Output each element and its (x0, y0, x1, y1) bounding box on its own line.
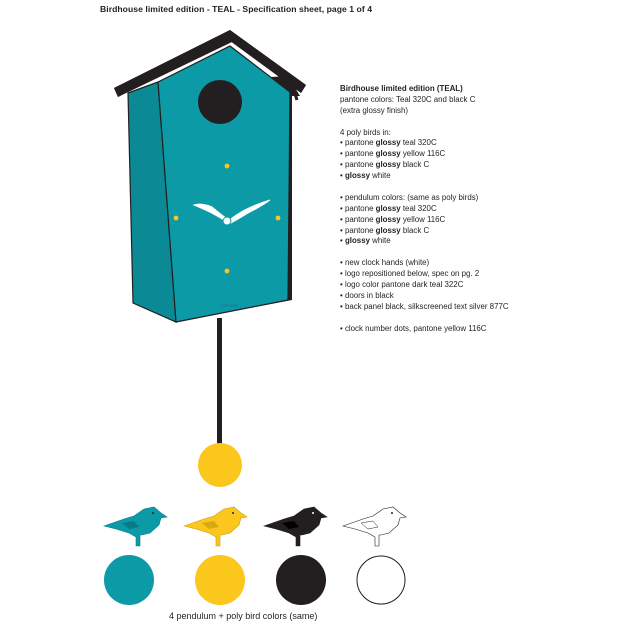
swatch-caption: 4 pendulum + poly bird colors (same) (169, 611, 318, 621)
bird-door (198, 80, 242, 124)
spec-note: • back panel black, silkscreened text silver 877C (340, 301, 509, 311)
clock-logo: KOO KOO (221, 304, 238, 308)
spec-poly-bird-item: • pantone glossy yellow 116C (340, 149, 446, 159)
bird-eye (152, 512, 154, 514)
pendulum-rod (217, 318, 222, 446)
spec-note: • logo repositioned below, spec on pg. 2 (340, 269, 480, 279)
spec-pantone-line: pantone colors: Teal 320C and black C (340, 94, 476, 104)
bird-eye (312, 512, 314, 514)
bird-eye (232, 512, 234, 514)
spec-poly-bird-item: • glossy white (340, 171, 391, 181)
spec-poly-birds-intro: 4 poly birds in: (340, 127, 391, 137)
spec-poly-bird-item: • pantone glossy teal 320C (340, 138, 437, 148)
spec-dots-note: • clock number dots, pantone yellow 116C (340, 323, 487, 333)
clock-hand-hub (223, 217, 231, 225)
swatch-white (357, 556, 405, 604)
page-title: Birdhouse limited edition - TEAL - Specification sheet, page 1 of 4 (100, 4, 373, 14)
specification-text (340, 84, 620, 334)
spec-finish-line: (extra glossy finish) (340, 105, 408, 115)
clock-dot-12 (225, 164, 230, 169)
spec-note: • logo color pantone dark teal 322C (340, 280, 464, 290)
spec-pendulum-item: • pantone glossy teal 320C (340, 203, 437, 213)
spec-heading: Birdhouse limited edition (TEAL) (340, 84, 463, 93)
swatch-yellow (195, 555, 245, 605)
spec-pendulum-item: • glossy white (340, 236, 391, 246)
swatch-black (276, 555, 326, 605)
clock-dot-9 (174, 216, 179, 221)
bird-eye (391, 512, 393, 514)
spec-pendulum-item: • pantone glossy yellow 116C (340, 214, 446, 224)
swatch-teal (104, 555, 154, 605)
poly-bird-white (343, 507, 406, 546)
spec-note: • doors in black (340, 290, 394, 300)
spec-pendulum-item: • pantone glossy black C (340, 225, 430, 235)
poly-bird-yellow (184, 507, 247, 546)
spec-note: • new clock hands (white) (340, 258, 430, 268)
spec-pendulum-intro: • pendulum colors: (same as poly birds) (340, 192, 479, 202)
poly-bird-teal (104, 507, 167, 546)
poly-bird-black (264, 507, 327, 546)
clock-dot-6 (225, 269, 230, 274)
bird-body (343, 507, 406, 546)
spec-poly-bird-item: • pantone glossy black C (340, 160, 430, 170)
pendulum-bob (198, 443, 242, 487)
clock-dot-3 (276, 216, 281, 221)
